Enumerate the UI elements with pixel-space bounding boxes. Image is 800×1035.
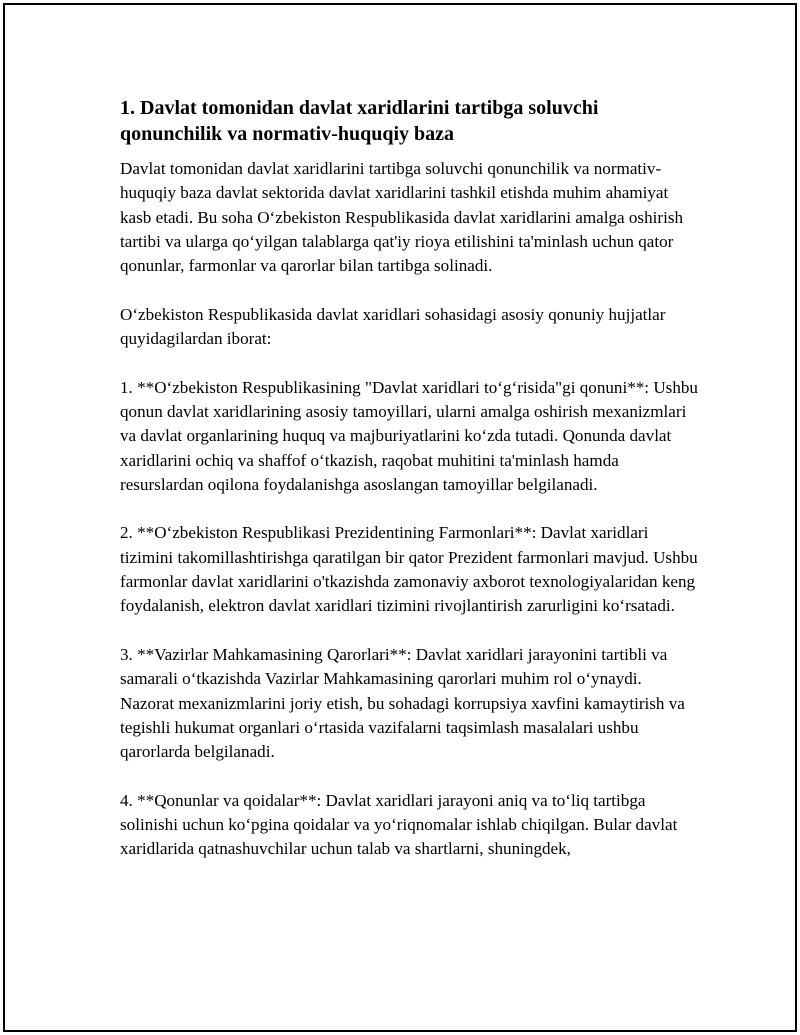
section-heading: 1. Davlat tomonidan davlat xaridlarini tartibga soluvchi qonunchilik va normativ-huquqiy baza bbox=[120, 97, 599, 145]
paragraph-item-3: 3. **Vazirlar Mahkamasining Qarorlari**: Davlat xaridlari jarayonini tartibli va samarali o‘tkazishda Vazirlar Mahkamasining qarorlari muhim rol o‘ynaydi. Nazorat mexanizmlarini joriy etish, bu sohadagi korrupsiya xavfini kamaytirish va tegishli hukumat organlari o‘rtasida vazifalarni taqsimlash masalalari ushbu qarorlarda belgilanadi. bbox=[120, 644, 685, 762]
paragraph-item-2: 2. **O‘zbekiston Respublikasi Prezidentining Farmonlari**: Davlat xaridlari tizimini takomillashtirishga qaratilgan bir qator Prezident farmonlari mavjud. Ushbu farmonlar davlat xaridlarini o'tkazishda zamonaviy axborot texnologiyalaridan keng foydalanish, elektron davlat xaridlari tizimini rivojlantirish zarurligini ko‘rsatadi. bbox=[120, 523, 698, 616]
paragraph-intro: Davlat tomonidan davlat xaridlarini tartibga soluvchi qonunchilik va normativ-huquqiy baza davlat sektorida davlat xaridlarini tashkil etishda muhim ahamiyat kasb etadi. Bu soha O‘zbekiston Respublikasida davlat xaridlarini amalga oshirish tartibi va ularga qo‘yilgan talablarga qat'iy rioya etilishini ta'minlash uchun qator qonunlar, farmonlar va qarorlar bilan tartibga solinadi. bbox=[120, 159, 684, 276]
paragraph-item-1: 1. **O‘zbekiston Respublikasining "Davlat xaridlari to‘g‘risida"gi qonuni**: Ushbu qonun davlat xaridlarining asosiy tamoyillari, ularni amalga oshirish mexanizmlari va davlat organlarining huquq va majburiyatlarini ko‘zda tutadi. Qonunda davlat xaridlarini ochiq va shaffof o‘tkazish, raqobat muhitini ta'minlash hamda resurslardan oqilona foydalanishga asoslangan tamoyillar belgilanadi. bbox=[120, 377, 698, 494]
paragraph-item-4: 4. **Qonunlar va qoidalar**: Davlat xaridlari jarayoni aniq va to‘liq tartibga solinishi uchun ko‘pgina qoidalar va yo‘riqnomalar ishlab chiqilgan. Bular davlat xaridlarida qatnashuvchilar uchun talab va shartlarni, shuningdek, bbox=[120, 790, 678, 859]
document-page bbox=[3, 3, 797, 1032]
paragraph-list-lead: O‘zbekiston Respublikasida davlat xaridlari sohasidagi asosiy qonuniy hujjatlar quyidagilardan iborat: bbox=[120, 304, 666, 349]
document-body bbox=[120, 95, 700, 886]
